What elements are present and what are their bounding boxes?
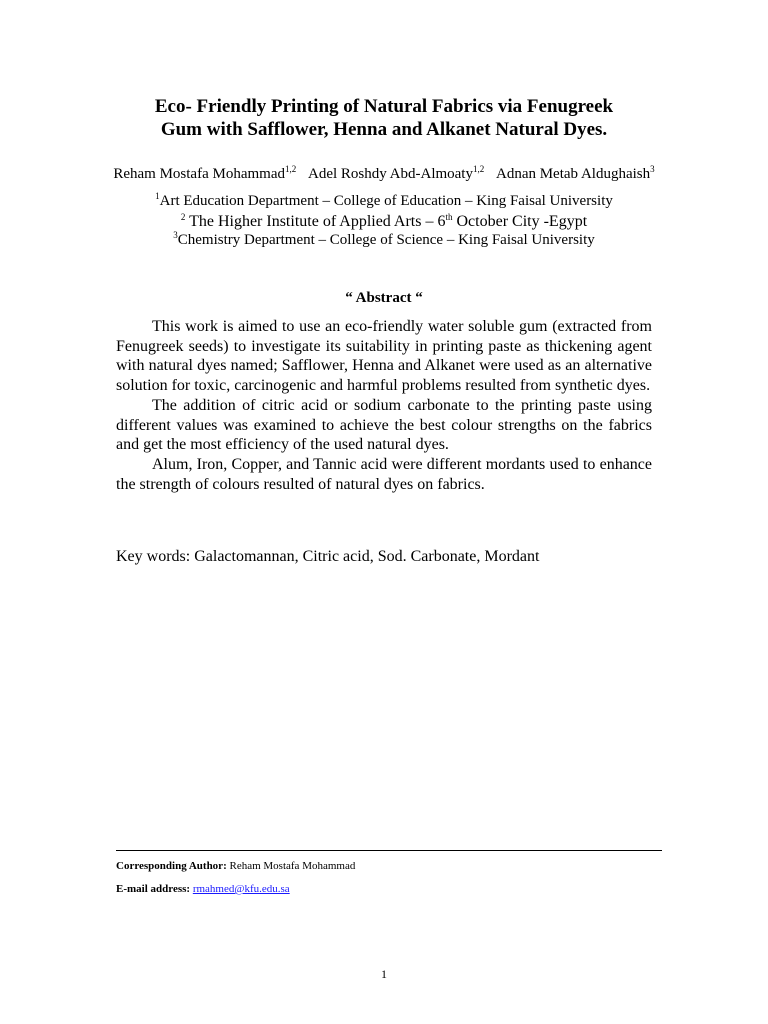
abstract-body <box>116 317 652 494</box>
keywords: Key words: Galactomannan, Citric acid, Sod. Carbonate, Mordant <box>116 548 540 565</box>
author-name: Reham Mostafa Mohammad <box>113 166 285 182</box>
corresponding-author-name: Reham Mostafa Mohammad <box>226 860 356 872</box>
author-list <box>0 165 768 183</box>
page-number: 1 <box>381 967 387 981</box>
title-line-2: Gum with Safflower, Henna and Alkanet Natural Dyes. <box>160 119 608 140</box>
abstract-paragraph: Alum, Iron, Copper, and Tannic acid were different mordants used to enhance the strength of colours resulted of natural dyes on fabrics. <box>116 455 652 493</box>
affiliation <box>0 192 768 212</box>
affiliation-marker: 3 <box>173 230 178 240</box>
abstract-heading: “ Abstract “ <box>345 290 423 306</box>
paper-title <box>0 95 768 141</box>
affiliation-marker: 2 <box>180 211 186 222</box>
affiliation-text: Chemistry Department – College of Science – King Faisal University <box>177 232 595 248</box>
author-name: Adnan Metab Aldughaish <box>495 166 651 182</box>
corresponding-author-label: Corresponding Author: <box>116 860 227 872</box>
affiliation-text: The Higher Institute of Applied Arts – 6 <box>185 212 446 230</box>
corresponding-author <box>116 860 355 872</box>
affiliation-text: Art Education Department – College of Education – King Faisal University <box>159 193 613 209</box>
author <box>113 166 296 182</box>
author-name: Adel Roshdy Abd-Almoaty <box>307 166 473 182</box>
footnote-divider <box>116 850 662 851</box>
author-affiliation-marker: 1,2 <box>472 164 485 174</box>
author-affiliation-marker: 1,2 <box>284 164 297 174</box>
author <box>308 166 484 182</box>
email-address <box>116 883 290 895</box>
author-affiliation-marker: 3 <box>650 164 655 174</box>
email-label: E-mail address: <box>116 883 191 895</box>
abstract-paragraph: This work is aimed to use an eco-friendly water soluble gum (extracted from Fenugreek seeds) to investigate its suitability in printing paste as thickening agent with natural dyes named; Safflower, Henna and Alkanet were used as an alternative solution for toxic, carcinogenic and harmful problems resulted from synthetic dyes. <box>116 318 652 395</box>
affiliation-list <box>0 192 768 251</box>
title-line-1: Eco- Friendly Printing of Natural Fabrics via Fenugreek <box>154 96 614 117</box>
affiliation-text: October City -Egypt <box>452 212 588 230</box>
affiliation <box>0 212 768 232</box>
abstract-paragraph: The addition of citric acid or sodium carbonate to the printing paste using different values was examined to achieve the best colour strengths on the fabrics and get the most efficiency of the used natural dyes. <box>116 396 652 454</box>
affiliation <box>0 231 768 251</box>
email-link[interactable]: rmahmed@kfu.edu.sa <box>192 883 290 895</box>
affiliation-marker: 1 <box>155 191 160 201</box>
ordinal-suffix: th <box>445 211 453 222</box>
author <box>496 166 655 182</box>
